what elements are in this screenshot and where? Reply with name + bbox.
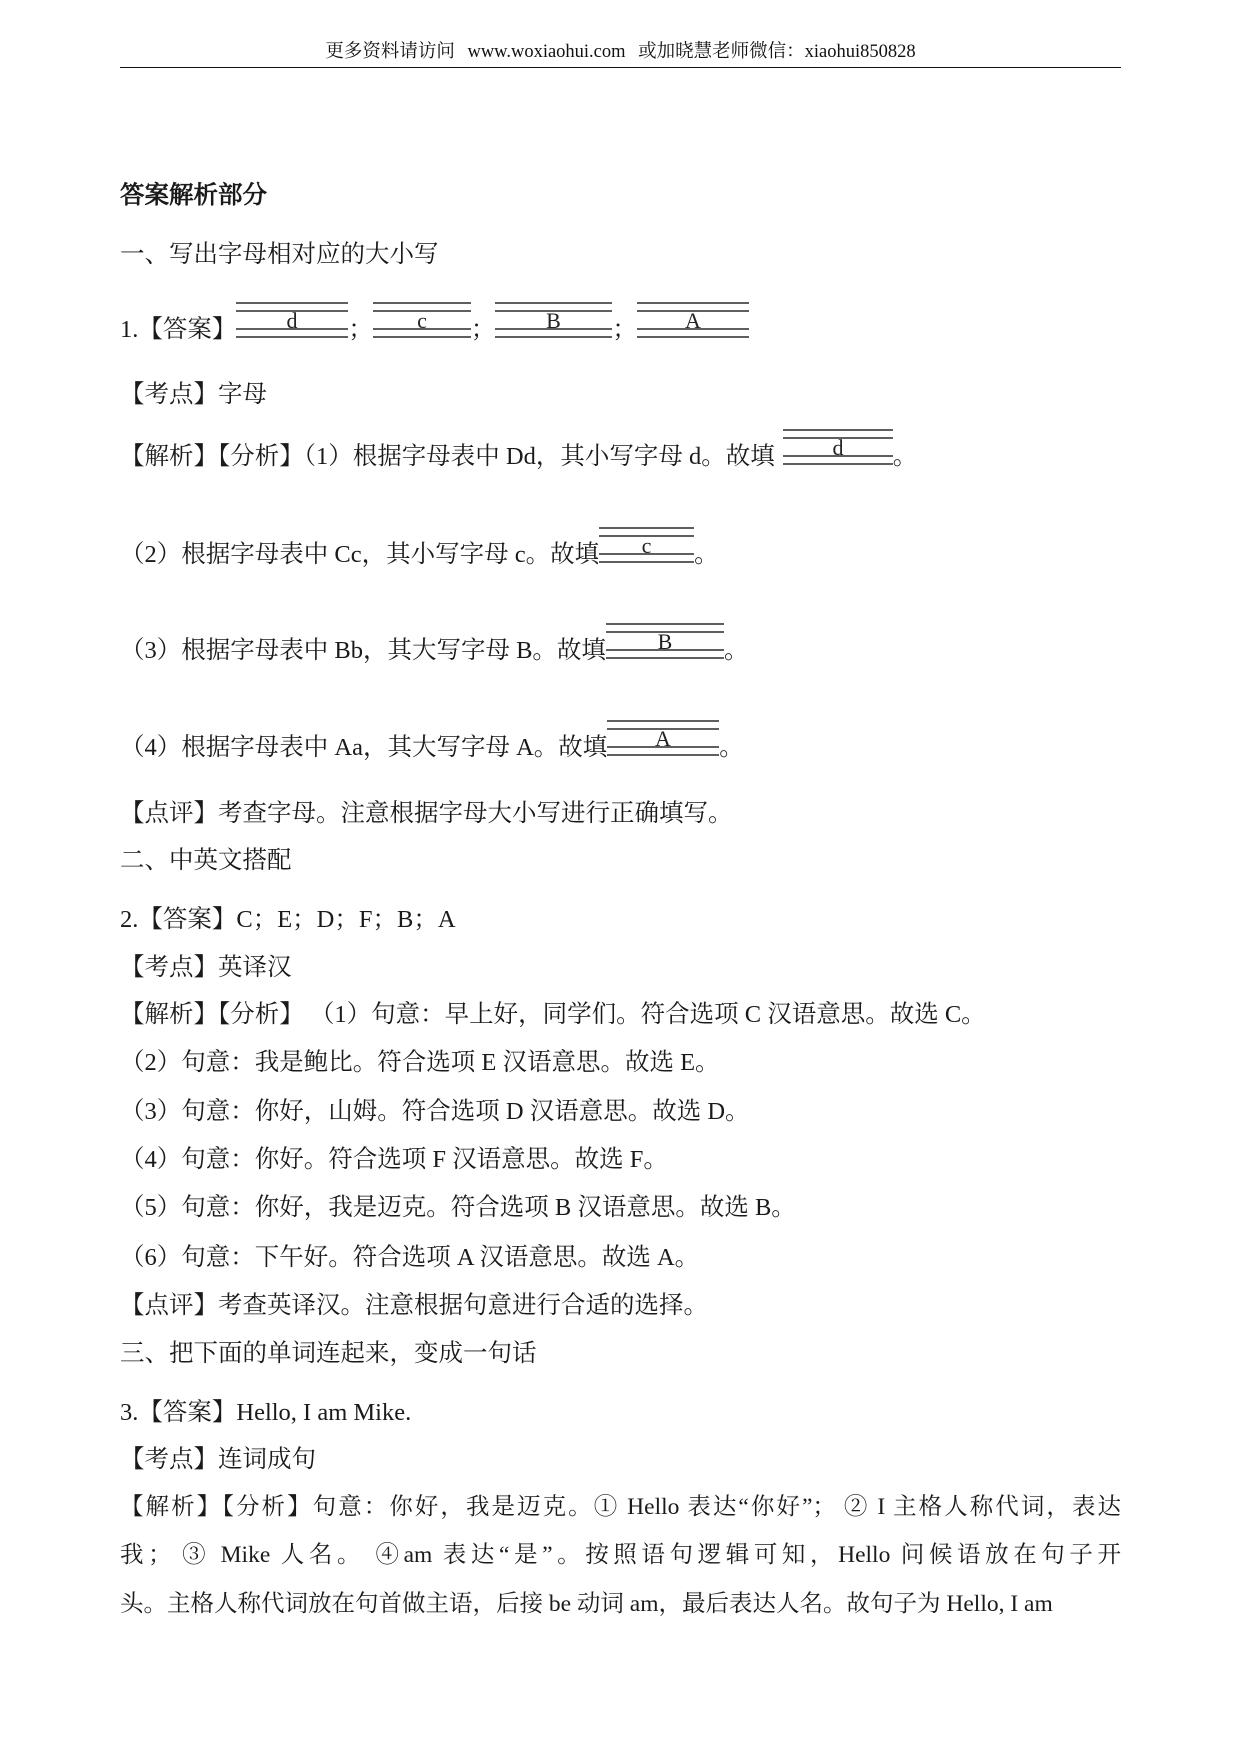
letter-staff — [373, 300, 471, 340]
section2-dianping: 【点评】考查英译汉。注意根据句意进行合适的选择。 — [120, 1292, 708, 1319]
section1-jiexi-3 — [120, 622, 748, 666]
answer-separator: ； — [612, 316, 637, 343]
section1-answer — [120, 301, 749, 345]
page-title: 答案解析部分 — [120, 182, 267, 209]
section2-answer: 2.【答案】C；E；D；F；B；A — [120, 906, 456, 933]
letter-staff — [599, 525, 694, 565]
section3-jiexi-line-2: 我； ③ Mike 人名。 ④am 表达“是”。按照语句逻辑可知，Hello 问候语放在句子开 — [120, 1542, 1121, 1568]
jiexi-text: （4）根据字母表中 Aa，其大写字母 A。故填 — [120, 734, 608, 761]
section3-kaodian: 【考点】连词成句 — [120, 1446, 316, 1473]
letter-staff — [606, 621, 724, 661]
section2-jiexi-3: （3）句意：你好，山姆。符合选项 D 汉语意思。故选 D。 — [120, 1098, 750, 1125]
jiexi-suffix: 。 — [694, 541, 719, 568]
section1-dianping: 【点评】考查字母。注意根据字母大小写进行正确填写。 — [120, 800, 733, 827]
section2-heading: 二、中英文搭配 — [120, 847, 292, 874]
answer-separator: ； — [470, 316, 496, 343]
section3-jiexi-line-1: 【解析】【分析】句意：你好，我是迈克。① Hello 表达“你好”； ② I 主格人称代词，表达 — [120, 1494, 1121, 1520]
section2-jiexi-6: （6）句意：下午好。符合选项 A 汉语意思。故选 A。 — [120, 1244, 700, 1271]
jiexi-suffix: 。 — [723, 637, 749, 664]
section3-heading: 三、把下面的单词连起来，变成一句话 — [120, 1340, 537, 1367]
header-divider — [120, 67, 1121, 68]
letter-staff — [607, 718, 719, 758]
letter-staff — [236, 300, 348, 340]
section2-kaodian: 【考点】英译汉 — [120, 954, 292, 981]
staff-letter: d — [832, 435, 844, 460]
letter-staff — [495, 300, 612, 340]
section1-jiexi-1 — [120, 428, 917, 472]
section1-jiexi-4 — [120, 719, 744, 763]
staff-letter: d — [286, 308, 298, 333]
jiexi-suffix: 。 — [892, 443, 918, 470]
letter-staff — [783, 427, 893, 467]
jiexi-suffix: 。 — [719, 734, 744, 761]
staff-letter: c — [641, 533, 652, 558]
section2-jiexi-5: （5）句意：你好，我是迈克。符合选项 B 汉语意思。故选 B。 — [120, 1194, 796, 1221]
section1-jiexi-2 — [120, 526, 719, 570]
page-header: 更多资料请访问 www.woxiaohui.com 或加晓慧老师微信：xiaohui850828 — [325, 42, 916, 62]
staff-letter: A — [684, 308, 701, 333]
section2-jiexi-4: （4）句意：你好。符合选项 F 汉语意思。故选 F。 — [120, 1146, 668, 1173]
section3-jiexi-line-3: 头。主格人称代词放在句首做主语，后接 be 动词 am，最后表达人名。故句子为 Hello, I am — [120, 1591, 1053, 1617]
staff-letter: B — [657, 629, 673, 654]
staff-letter: c — [416, 308, 427, 333]
staff-letter: A — [655, 726, 672, 751]
section1-kaodian: 【考点】字母 — [120, 381, 267, 408]
answer-label: 1.【答案】 — [120, 316, 237, 343]
staff-letter: B — [546, 308, 562, 333]
answer-separator: ； — [348, 316, 373, 343]
section2-jiexi-2: （2）句意：我是鲍比。符合选项 E 汉语意思。故选 E。 — [120, 1049, 720, 1076]
section2-jiexi-1: 【解析】【分析】 （1）句意：早上好，同学们。符合选项 C 汉语意思。故选 C。 — [120, 1001, 986, 1028]
section3-answer: 3.【答案】Hello, I am Mike. — [120, 1399, 412, 1426]
section1-heading: 一、写出字母相对应的大小写 — [120, 241, 439, 268]
jiexi-text: （3）根据字母表中 Bb，其大写字母 B。故填 — [120, 637, 606, 664]
jiexi-text: （2）根据字母表中 Cc，其小写字母 c。故填 — [120, 541, 600, 568]
jiexi-text: 【解析】【分析】（1）根据字母表中 Dd，其小写字母 d。故填 — [120, 443, 775, 470]
letter-staff — [637, 300, 749, 340]
